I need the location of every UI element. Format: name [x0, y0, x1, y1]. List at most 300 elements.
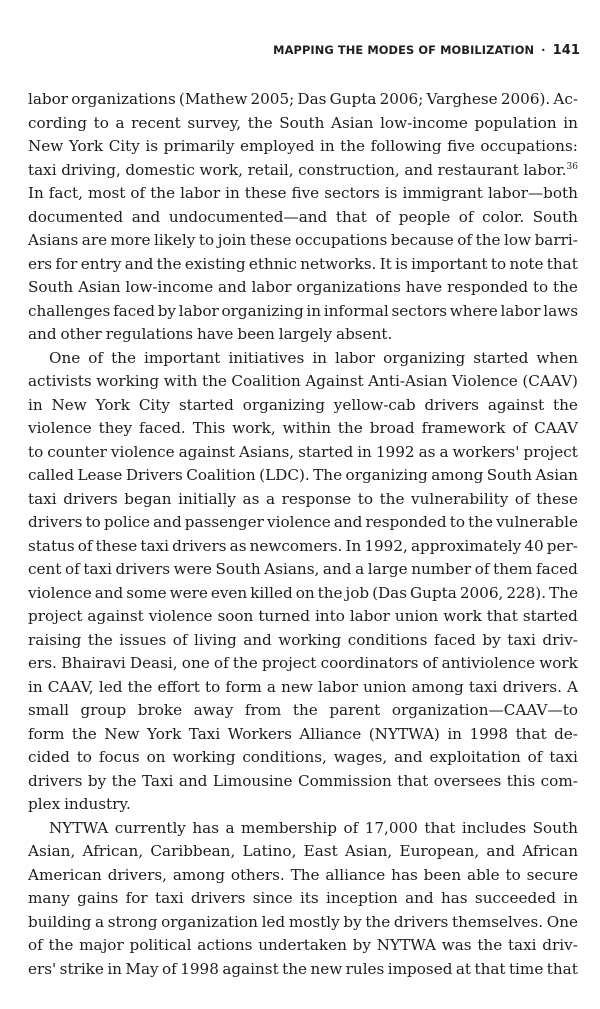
word: by	[343, 912, 362, 931]
word: started	[298, 442, 354, 461]
word: responded	[446, 278, 529, 296]
word: the	[468, 513, 493, 531]
word: networks.	[300, 254, 377, 273]
word: and	[405, 889, 434, 907]
word: Asians,	[239, 442, 295, 461]
word: union	[363, 677, 407, 696]
word: since	[252, 889, 293, 907]
word: City	[108, 137, 140, 155]
word: Ac-	[553, 90, 578, 108]
word: into	[314, 607, 345, 625]
word: of	[474, 560, 490, 578]
word: by	[87, 771, 107, 790]
text-line	[28, 652, 578, 676]
word: small	[28, 701, 69, 719]
word: (Das	[372, 583, 408, 602]
word: NYTWA	[376, 936, 436, 954]
word: has	[440, 889, 468, 907]
word: following	[370, 137, 442, 155]
word: color.	[482, 207, 525, 226]
word: and	[322, 560, 352, 578]
word: Das	[297, 90, 327, 108]
text-line	[28, 441, 578, 465]
word: taxi	[140, 536, 169, 555]
text-line	[28, 864, 578, 888]
word: ers.	[28, 654, 57, 672]
word: as	[418, 442, 436, 461]
header-separator: ·	[541, 43, 546, 57]
word: drivers	[28, 771, 83, 790]
word: driv-	[542, 630, 578, 649]
word: New	[28, 137, 64, 155]
word: of	[458, 207, 474, 226]
text-line	[28, 629, 578, 653]
text-line	[28, 347, 578, 371]
word: as	[242, 489, 260, 508]
text-line	[28, 417, 578, 441]
word: some	[126, 583, 167, 602]
word: of	[457, 231, 473, 249]
word: the	[553, 278, 578, 296]
word: Limousine	[212, 771, 293, 790]
word: for	[55, 254, 78, 273]
word: a	[115, 113, 125, 132]
word: in	[357, 442, 372, 461]
text-line	[28, 582, 578, 606]
word: conditions	[347, 630, 428, 649]
word: Taxi	[141, 771, 174, 790]
word: against	[222, 959, 279, 978]
word: among	[411, 677, 464, 696]
word: to	[449, 513, 465, 531]
word: and	[243, 630, 272, 649]
word: began	[124, 489, 172, 508]
word: occupations	[294, 231, 388, 249]
word: living	[194, 630, 237, 649]
text-line	[28, 323, 578, 347]
word: South	[486, 466, 532, 484]
word: the	[365, 912, 391, 931]
word: parent	[329, 701, 381, 719]
word: Coalition	[186, 466, 256, 484]
word: inception	[326, 889, 398, 907]
word: vulnerability	[411, 489, 509, 508]
word: been	[423, 865, 462, 884]
text-line	[28, 182, 578, 206]
text-line	[28, 840, 578, 864]
word: effort	[157, 677, 200, 696]
word: status	[28, 536, 75, 555]
word: One	[49, 348, 81, 367]
word: to	[93, 113, 109, 132]
word: In	[28, 184, 44, 202]
word: they	[98, 419, 133, 437]
word: the	[282, 959, 307, 978]
word: by	[352, 936, 371, 954]
word: the	[317, 583, 343, 602]
text-line	[28, 770, 578, 794]
word: among	[172, 865, 225, 884]
word: framework	[421, 419, 506, 437]
word: driving,	[61, 160, 121, 179]
word: Asian,	[28, 842, 76, 860]
word: organizing	[383, 348, 466, 367]
page-number: 141	[552, 42, 580, 58]
word: challenges	[28, 301, 111, 320]
word: time	[508, 959, 544, 978]
word: on	[146, 748, 166, 766]
word: political	[129, 936, 192, 954]
word: at	[455, 959, 472, 978]
word: Against	[305, 372, 364, 390]
word: Asian	[331, 113, 374, 132]
text-line	[28, 723, 578, 747]
word: largely	[278, 325, 333, 343]
word: in	[225, 184, 240, 202]
word: ethnic	[248, 254, 297, 273]
text-line	[28, 511, 578, 535]
word: South	[532, 207, 578, 226]
word: and	[404, 160, 433, 179]
word: the	[156, 254, 182, 273]
word: wages,	[333, 748, 388, 766]
word: for	[125, 889, 148, 907]
word: taxi	[155, 889, 184, 907]
word: taxi	[28, 160, 57, 179]
word: in	[319, 137, 335, 155]
word: in	[306, 301, 322, 320]
word: 40	[524, 536, 544, 555]
word: Asian	[78, 278, 121, 296]
word: and	[333, 513, 363, 531]
text-line	[28, 206, 578, 230]
word: even	[210, 583, 248, 602]
text-line	[28, 958, 578, 982]
word: labor	[318, 677, 359, 696]
word: antiviolence	[441, 654, 536, 672]
word: informal	[323, 301, 389, 320]
word: currently	[114, 818, 186, 837]
word: been	[237, 325, 275, 343]
word: when	[536, 348, 578, 367]
word: focus	[98, 748, 140, 766]
word: recent	[131, 113, 181, 132]
word: de-	[554, 724, 578, 743]
word: where	[449, 301, 498, 320]
word: York	[147, 724, 182, 743]
text-line	[28, 817, 578, 841]
word: 1992,	[364, 536, 408, 555]
word: has	[192, 818, 220, 837]
word: the	[340, 137, 366, 155]
word: Asian,	[344, 842, 393, 860]
word: of	[77, 536, 93, 555]
word: industry.	[64, 795, 131, 813]
word: of	[514, 489, 530, 508]
word: rules	[345, 959, 385, 978]
word: to	[505, 865, 521, 884]
word: low	[504, 231, 532, 249]
word: this	[506, 771, 536, 790]
word: has	[391, 865, 418, 884]
word: violence	[110, 442, 175, 461]
word: Varghese	[426, 90, 498, 108]
word: labor	[178, 301, 219, 320]
word: one	[181, 654, 210, 672]
word: organizations	[71, 90, 176, 108]
word: labor.$^{36}$	[523, 160, 578, 179]
word: its	[299, 889, 319, 907]
word: organizations	[296, 278, 401, 296]
word: The	[290, 865, 320, 884]
word: violence	[148, 607, 213, 625]
word: that	[546, 959, 578, 978]
word: killed	[250, 583, 293, 602]
word: 2006,	[459, 583, 504, 602]
word: five	[291, 184, 320, 202]
word: alliance	[325, 865, 386, 884]
word: a	[355, 560, 365, 578]
word: gains	[77, 889, 119, 907]
word: of	[512, 419, 528, 437]
word: strike	[59, 959, 104, 978]
word: taxi	[28, 489, 57, 508]
word: building	[28, 912, 92, 931]
word: mostly	[288, 912, 340, 931]
word: 2006;	[379, 90, 424, 108]
text-line	[28, 793, 578, 817]
word: the	[247, 113, 273, 132]
word: taxi	[549, 748, 578, 766]
word: the	[87, 630, 113, 649]
text-line	[28, 887, 578, 911]
word: major	[79, 936, 124, 954]
word: of	[28, 936, 43, 954]
word: laws	[543, 301, 578, 320]
word: labor	[349, 607, 390, 625]
word: and	[218, 278, 247, 296]
word: responded	[365, 513, 447, 531]
text-line	[28, 746, 578, 770]
word: drivers	[393, 912, 449, 931]
word: the	[337, 419, 363, 437]
word: In	[345, 536, 362, 555]
word: A	[567, 677, 578, 696]
word: passenger	[184, 513, 264, 531]
word: Asians	[28, 231, 79, 249]
word: restaurant	[437, 160, 519, 179]
word: of	[375, 207, 391, 226]
word: work	[539, 654, 578, 672]
word: of	[343, 818, 359, 837]
word: of	[130, 184, 146, 202]
word: domestic	[125, 160, 195, 179]
word: coordinators	[320, 654, 419, 672]
word: more	[110, 231, 151, 249]
word: The	[313, 466, 343, 484]
text-line	[28, 394, 578, 418]
text-line	[28, 300, 578, 324]
word: to	[490, 254, 507, 273]
word: barri-	[534, 231, 578, 249]
word: in	[563, 113, 578, 132]
word: is	[384, 184, 398, 202]
word: led	[261, 912, 286, 931]
word: against	[178, 442, 235, 461]
word: and	[153, 513, 182, 531]
text-line	[28, 159, 578, 183]
footnote-marker[interactable]: 36	[566, 161, 578, 172]
word: a	[94, 912, 105, 931]
word: faced	[113, 301, 155, 320]
text-line	[28, 535, 578, 559]
word: these	[249, 231, 292, 249]
word: oversees	[433, 771, 502, 790]
word: to	[357, 489, 373, 508]
word: the	[201, 372, 227, 390]
word: com-	[540, 771, 578, 790]
word: Commission	[297, 771, 392, 790]
word: a	[225, 818, 235, 837]
word: the	[150, 184, 176, 202]
word: led	[98, 677, 123, 696]
text-line	[28, 88, 578, 112]
word: response	[281, 489, 352, 508]
word: of	[172, 630, 188, 649]
word: of	[422, 654, 438, 672]
word: the	[553, 395, 578, 414]
word: because	[390, 231, 454, 249]
word: taxi	[83, 560, 112, 578]
word: Gupta	[329, 90, 377, 108]
word: organization	[161, 912, 258, 931]
word: are	[81, 231, 108, 249]
word: the	[232, 654, 258, 672]
word: these	[536, 489, 578, 508]
word: plex	[28, 795, 61, 813]
word: South	[532, 818, 578, 837]
word: started	[522, 607, 578, 625]
word: in	[312, 348, 327, 367]
word: faced.	[139, 419, 186, 437]
word: and	[131, 207, 161, 226]
word: (CAAV)	[522, 372, 578, 390]
word: CAAV	[534, 419, 578, 437]
word: in	[28, 395, 43, 414]
word: drivers	[172, 536, 227, 555]
word: a	[265, 489, 276, 508]
word: themselves.	[451, 912, 544, 931]
text-line	[28, 253, 578, 277]
word: to	[76, 748, 92, 766]
word: and	[486, 842, 515, 860]
word: the	[71, 724, 97, 743]
word: drivers	[424, 395, 479, 414]
word: occupations:	[480, 137, 578, 155]
word: as	[229, 536, 247, 555]
word: immigrant	[402, 184, 483, 202]
word: 1998	[469, 724, 509, 743]
word: labor	[251, 278, 292, 296]
word: against	[487, 395, 545, 414]
word: City	[138, 395, 170, 414]
word: approximately	[410, 536, 522, 555]
word: retail,	[247, 160, 294, 179]
body-text	[28, 88, 578, 981]
word: number	[411, 560, 472, 578]
word: taxi	[507, 630, 536, 649]
word: the	[475, 231, 501, 249]
word: of	[88, 348, 104, 367]
word: five	[447, 137, 475, 155]
word: is	[145, 137, 159, 155]
word: join	[217, 231, 247, 249]
word: labor	[500, 301, 541, 320]
word: drivers	[63, 489, 118, 508]
word: Drivers	[125, 466, 183, 484]
word: strong	[107, 912, 158, 931]
word: 1992	[375, 442, 415, 461]
word: the	[111, 771, 137, 790]
word: job	[345, 583, 370, 602]
word: taxi	[507, 936, 537, 954]
word: by	[157, 301, 176, 320]
word: It	[379, 254, 392, 273]
word: important	[411, 254, 488, 273]
word: taxi	[468, 677, 498, 696]
word: among	[431, 466, 484, 484]
word: absent.	[336, 325, 393, 343]
word: low-income	[125, 278, 214, 296]
word: Asians,	[264, 560, 320, 578]
word: vulnerable	[496, 513, 578, 531]
word: likely	[154, 231, 196, 249]
word: succeeded	[474, 889, 556, 907]
word: people	[398, 207, 451, 226]
word: York	[68, 137, 104, 155]
word: undertaken	[258, 936, 347, 954]
text-line	[28, 276, 578, 300]
word: was	[441, 936, 472, 954]
word: away	[193, 701, 234, 719]
word: yellow-cab	[333, 395, 416, 414]
word: form	[225, 677, 262, 696]
word: New	[51, 395, 87, 414]
word: 17,000	[364, 818, 418, 837]
word: 2006).	[500, 90, 551, 108]
word: South	[28, 278, 74, 296]
word: documented	[28, 207, 124, 226]
word: cording	[28, 113, 87, 132]
word: drivers.	[502, 677, 562, 696]
word: and	[94, 583, 124, 602]
word: broad	[369, 419, 415, 437]
text-line	[28, 699, 578, 723]
word: within	[282, 419, 331, 437]
word: Taxi	[188, 724, 221, 743]
word: survey,	[187, 113, 242, 132]
word: imposed	[387, 959, 453, 978]
word: faced	[434, 630, 476, 649]
word: able	[467, 865, 500, 884]
word: organizing	[345, 466, 428, 484]
word: and	[28, 325, 57, 343]
word: the	[127, 677, 153, 696]
word: a	[266, 677, 276, 696]
word: these	[95, 536, 138, 555]
word: work,	[199, 160, 243, 179]
text-line	[28, 135, 578, 159]
